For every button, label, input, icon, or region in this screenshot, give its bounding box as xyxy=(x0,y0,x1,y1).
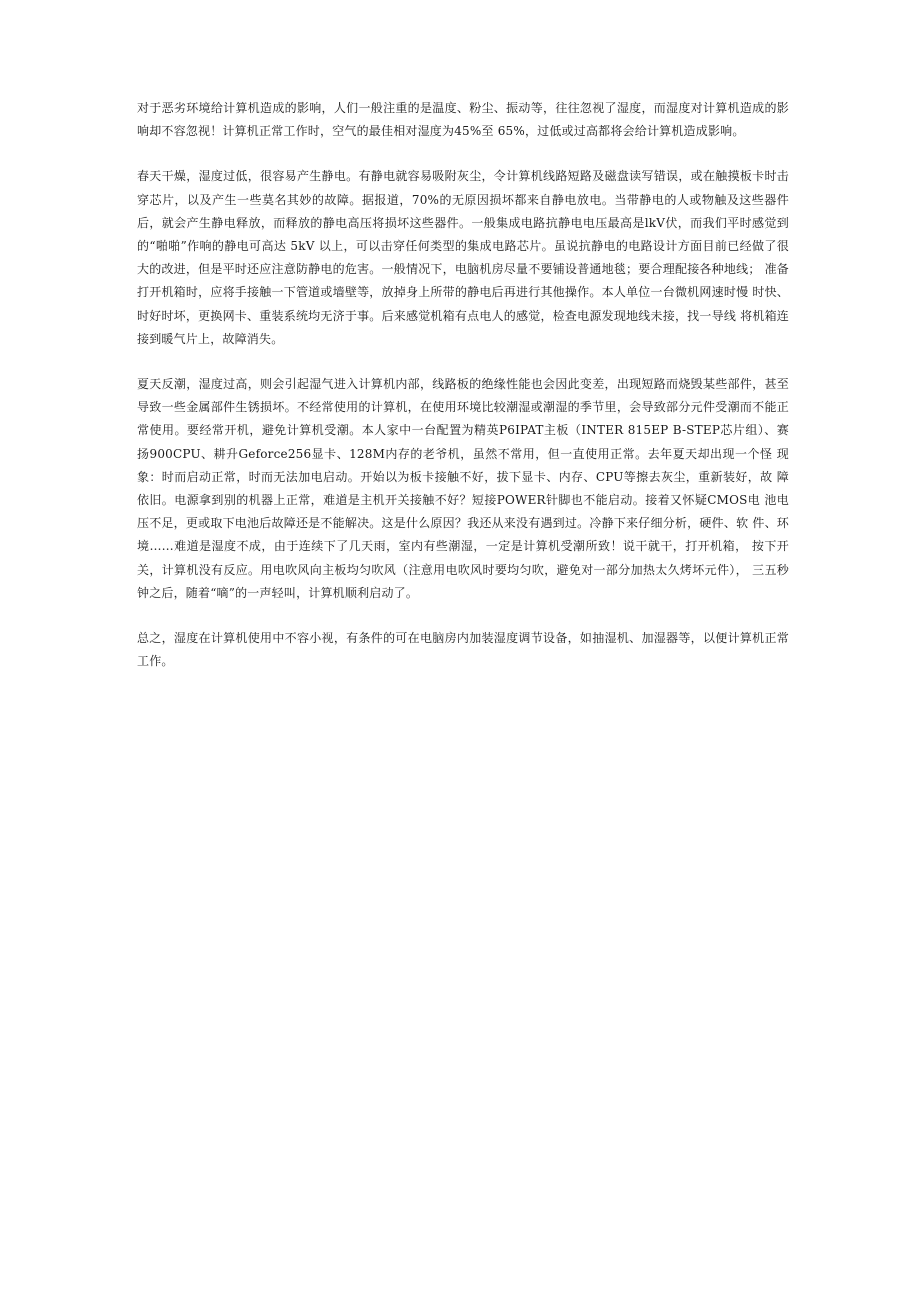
document-body xyxy=(137,97,789,695)
paragraph-spring-static: 春天干燥，湿度过低，很容易产生静电。有静电就容易吸附灰尘，令计算机线路短路及磁盘读写错误，或在触摸板卡时击穿芯片，以及产生一些莫名其妙的故障。据报道，70%的无原因损坏都来自静电放电。当带静电的人或物触及这些器件后，就会产生静电释放，而释放的静电高压将损坏这些器件。一般集成电路抗静电电压最高是lkV伏，而我们平时感觉到的“啪啪”作响的静电可高达 5kV 以上，可以击穿任何类型的集成电路芯片。虽说抗静电的电路设计方面目前已经做了很大的改进，但是平时还应注意防静电的危害。一般情况下，电脑机房尽量不要铺设普通地毯；要合理配接各种地线； 准备打开机箱时，应将手接触一下管道或墙壁等，放掉身上所带的静电后再进行其他操作。本人单位一台微机网速时慢 时快、时好时坏，更换网卡、重装系统均无济于事。后来感觉机箱有点电人的感觉，检查电源发现地线未接，找一导线 将机箱连接到暖气片上，故障消失。 xyxy=(137,169,789,346)
paragraph-conclusion: 总之，湿度在计算机使用中不容小视，有条件的可在电脑房内加装湿度调节设备，如抽湿机、加湿器等，以便计算机正常工作。 xyxy=(137,631,789,669)
paragraph-intro: 对于恶劣环境给计算机造成的影响，人们一般注重的是温度、粉尘、振动等，往往忽视了湿度，而湿度对计算机造成的影响却不容忽视！计算机正常工作时，空气的最佳相对湿度为45%至 65%，过低或过高都将会给计算机造成影响。 xyxy=(137,101,789,139)
paragraph-summer-humidity: 夏天反潮，湿度过高，则会引起湿气进入计算机内部，线路板的绝缘性能也会因此变差，出现短路而烧毁某些部件，甚至导致一些金属部件生锈损坏。不经常使用的计算机，在使用环境比较潮湿或潮湿的季节里，会导致部分元件受潮而不能正常使用。要经常开机，避免计算机受潮。本人家中一台配置为精英P6IPAT主板（INTER 815EP B-STEP芯片组）、赛扬900CPU、耕升Geforce256显卡、128M内存的老爷机，虽然不常用，但一直使用正常。去年夏天却出现一个怪 现象：时而启动正常，时而无法加电启动。开始以为板卡接触不好，拔下显卡、内存、CPU等擦去灰尘，重新装好，故 障依旧。电源拿到别的机器上正常，难道是主机开关接触不好？短接POWER针脚也不能启动。接着又怀疑CMOS电 池电压不足，更或取下电池后故障还是不能解决。这是什么原因？我还从来没有遇到过。冷静下来仔细分析，硬件、软 件、环境……难道是湿度不成，由于连续下了几天雨，室内有些潮湿，一定是计算机受潮所致！说干就干，打开机箱， 按下开关，计算机没有反应。用电吹风向主板均匀吹风（注意用电吹风时要均匀吹，避免对一部分加热太久烤坏元件）， 三五秒钟之后，随着“嘀”的一声轻叫，计算机顺利启动了。 xyxy=(137,377,789,600)
